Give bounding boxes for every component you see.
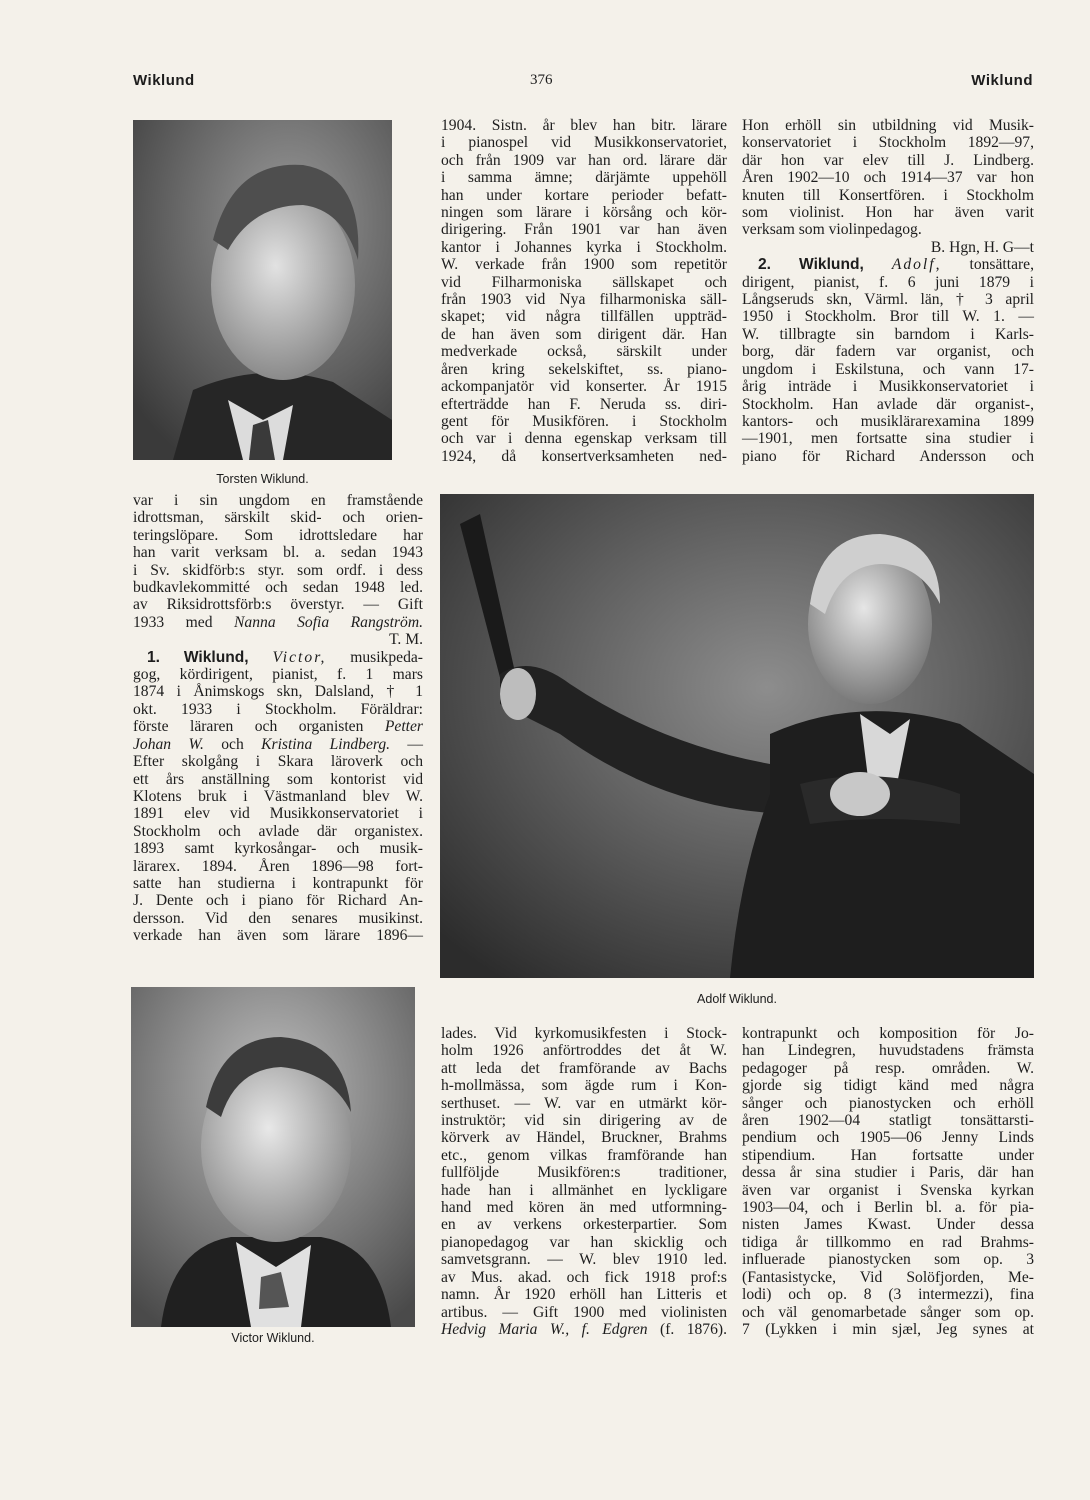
entry-surname: Wiklund, [183, 648, 249, 666]
text-line: nisten James Kwast. Under dessa [742, 1216, 1034, 1234]
spouse-name: Nanna Sofia Rangström. [234, 613, 423, 631]
column-3-top [742, 117, 1034, 465]
text-line: åren 1902—04 statligt tonsättarsti- [742, 1112, 1034, 1130]
text-line: influerade pianostycken som op. 3 [742, 1251, 1034, 1269]
text-line: han varit verksam bl. a. sedan 1943 [133, 544, 423, 562]
text-line: borg, där fadern var organist, och [742, 343, 1034, 361]
entry-surname: Wiklund, [799, 256, 864, 274]
text-line: ackompanjatör vid konserter. År 1915 [441, 378, 727, 396]
entry-role: musikpeda- [350, 648, 423, 666]
entry-heading-victor [133, 649, 423, 666]
text-line: fullföljde Musikfören:s traditioner, [441, 1164, 727, 1182]
text-line: av Riksidrottsförb:s överstyr. — Gift [133, 596, 423, 614]
text-line: gog, kördirigent, pianist, f. 1 mars [133, 666, 423, 684]
text-line: 1903—04, och i Berlin bl. a. för pia- [742, 1199, 1034, 1217]
text-line: h-mollmässa, som ägde rum i Kon- [441, 1077, 727, 1095]
text-line: satte han studierna i kontrapunkt för [133, 874, 423, 892]
text-line: samvetsgrann. — W. blev 1910 led. [441, 1251, 727, 1269]
text-line: kantors- och musiklärarexamina 1899 [742, 412, 1034, 430]
text-line: hade han i allmänhet en lyckligare [441, 1181, 727, 1199]
spouse-years: (f. 1876). [660, 1320, 727, 1338]
text-line: Stockholm. Han avlade där organist-, [742, 395, 1034, 413]
entry-heading-adolf [742, 256, 1034, 273]
parents-dash: — [407, 735, 424, 753]
text-line: gent för Musikfören. i Stockholm [441, 412, 727, 430]
column-3-bottom [742, 1025, 1034, 1338]
text-line: verksam som violinpedagog. [742, 221, 922, 239]
text-line: en av verkens orkesterpartier. Som [441, 1216, 727, 1234]
spouse-name: Hedvig Maria W., f. Edgren [441, 1320, 648, 1338]
torsten-portrait-photo [133, 120, 392, 460]
spouse-line [441, 1321, 727, 1338]
entry-number: 1. [147, 648, 161, 666]
text-line: han under kortare perioder befatt- [441, 186, 727, 204]
text-line: Efter skolgång i Skara läroverk och [133, 753, 423, 771]
text-line: J. Dente och i piano för Richard An- [133, 892, 423, 910]
entry-given-name: Victor, [272, 648, 327, 666]
text-line: kantor i Johannes kyrka i Stockholm. [441, 238, 727, 256]
text-line: budkavlekommitté och sedan 1948 led. [133, 579, 423, 597]
text-line: 7 (Lykken i min sjæl, Jeg synes at [742, 1320, 1034, 1338]
text-line: 1891 elev vid Musikkonservatoriet i [133, 805, 423, 823]
text-line: serthuset. — W. var en utmärkt kör- [441, 1094, 727, 1112]
text-line: i Sv. skidförb:s styr. som ordf. i dess [133, 561, 423, 579]
father-name-part2: Johan W. [133, 735, 204, 753]
text-line: (Fantasistycke, Vid Solöfjorden, Me- [742, 1268, 1034, 1286]
text-line: där hon var elev till J. Lindberg. [742, 151, 1034, 169]
text-line: skapet; vid några tillfällen uppträd- [441, 308, 727, 326]
text-line: efterträdde han F. Neruda ss. diri- [441, 395, 727, 413]
running-header [0, 72, 1090, 96]
text-line: knuten till Konsertfören. i Stockholm [742, 186, 1034, 204]
page-number: 376 [530, 72, 553, 88]
text-line: åren kring sekelskiftet, ss. piano- [441, 360, 727, 378]
text-line: okt. 1933 i Stockholm. Föräldrar: [133, 700, 423, 718]
text-line: sånger och pianostycken och erhöll [742, 1094, 1034, 1112]
column-2-top [441, 117, 727, 465]
text-line: idrottsman, särskilt skid- och orien- [133, 509, 423, 527]
text-line: 1924, då konsertverksamheten ned- [441, 447, 727, 465]
text-line: ungdom i Eskilstuna, och vann 17- [742, 360, 1034, 378]
parents-and: och [221, 735, 244, 753]
text-line: ningen som lärare i körsång och kör- [441, 204, 727, 222]
text-line: dersson. Vid den senares musikinst. [133, 909, 423, 927]
text-line: kontrapunkt och komposition för Jo- [742, 1025, 1034, 1042]
text-line: tidiga år tillkommo en rad Brahms- [742, 1233, 1034, 1251]
text-line: och från 1909 var han ord. lärare där [441, 151, 727, 169]
text-line: etc., genom vilkas framförande han [441, 1146, 727, 1164]
marriage-prefix: 1933 med [133, 613, 213, 631]
author-signature: B. Hgn, H. G—t [930, 238, 1034, 256]
text-line: Klotens bruk i Västmanland blev W. [133, 787, 423, 805]
entry-given-name: Adolf, [891, 256, 942, 274]
adolf-caption: Adolf Wiklund. [697, 992, 777, 1006]
text-line: 1950 i Stockholm. Bror till W. 1. — [742, 308, 1034, 326]
text-line: Långseruds skn, Värml. län, † 3 april [742, 291, 1034, 309]
text-line: stipendium. Han fortsatte under [742, 1146, 1034, 1164]
text-line: i samma ämne; därjämte uppehöll [441, 169, 727, 187]
text-line: W. tillbragte sin barndom i Karls- [742, 325, 1034, 343]
header-right-name: Wiklund [971, 72, 1033, 89]
text-line: dirigent, pianist, f. 6 juni 1879 i [742, 273, 1034, 291]
text-line: holm 1926 anförtroddes det åt W. [441, 1042, 727, 1060]
text-line: Stockholm och avlade där organistex. [133, 822, 423, 840]
parents-line-2 [133, 736, 423, 753]
text-line: de han även som dirigent där. Han [441, 325, 727, 343]
parents-prefix: förste läraren och organisten [133, 718, 364, 736]
text-line: lodi) och op. 8 (3 intermezzi), fina [742, 1286, 1034, 1304]
text-line: medverkade också, särskilt under [441, 343, 727, 361]
text-line: dessa år sina studier i Paris, där han [742, 1164, 1034, 1182]
text-line: W. verkade från 1900 som repetitör [441, 256, 727, 274]
victor-caption: Victor Wiklund. [231, 1331, 315, 1345]
torsten-caption: Torsten Wiklund. [216, 472, 309, 486]
victor-portrait-photo [131, 987, 415, 1327]
column-1-middle [133, 492, 423, 945]
text-line: dirigering. Från 1901 var han även [441, 221, 727, 239]
text-line: instruktör; vid sin dirigering av de [441, 1112, 727, 1130]
text-line: och var i denna egenskap verksam till [441, 430, 727, 448]
text-line: piano för Richard Andersson och [742, 447, 1034, 465]
text-line: som violinist. Hon har även varit [742, 204, 1034, 222]
mother-name: Kristina Lindberg. [261, 735, 391, 753]
text-line: namn. År 1920 erhöll han Litteris et [441, 1286, 727, 1304]
text-line: 1904. Sistn. år blev han bitr. lärare [441, 117, 727, 134]
torsten-portrait-image [133, 120, 392, 460]
text-line: 1874 i Ånimskogs skn, Dalsland, † 1 [133, 683, 423, 701]
text-line: från 1903 vid Nya filharmoniska säll- [441, 291, 727, 309]
text-line: att leda det framförande av Bachs [441, 1059, 727, 1077]
adolf-conductor-image [440, 494, 1034, 978]
text-line: Hon erhöll sin utbildning vid Musik- [742, 117, 1034, 134]
text-line: årig inträde i Musikkonservatoriet i [742, 378, 1034, 396]
father-name-part1: Petter [384, 718, 423, 736]
text-line: —1901, men fortsatte sina studier i [742, 430, 1034, 448]
text-line: var i sin ungdom en framstående [133, 492, 423, 509]
text-line: ett års anställning som kontorist vid [133, 770, 423, 788]
text-line: lärarex. 1894. Åren 1896—98 fort- [133, 857, 423, 875]
text-line: pianopedagog var han skicklig och [441, 1233, 727, 1251]
text-line: verkade han även som lärare 1896— [133, 927, 423, 945]
text-line: konservatoriet i Stockholm 1892—97, [742, 134, 1034, 152]
column-2-bottom [441, 1025, 727, 1338]
text-line: och väl genomarbetade sånger som op. [742, 1303, 1034, 1321]
text-line: Åren 1902—10 och 1914—37 var hon [742, 169, 1034, 187]
text-line: pedagoger på resp. områden. W. [742, 1059, 1034, 1077]
text-line: vid Filharmoniska sällskapet och [441, 273, 727, 291]
text-line: körverk av Händel, Bruckner, Brahms [441, 1129, 727, 1147]
entry-role: tonsättare, [969, 256, 1034, 274]
text-line: av Mus. akad. och fick 1918 prof:s [441, 1268, 727, 1286]
text-line: i pianospel vid Musikkonservatoriet, [441, 134, 727, 152]
text-line: hand med kören än med utformning- [441, 1199, 727, 1217]
parents-line [133, 718, 423, 735]
author-signature: T. M. [389, 631, 423, 649]
adolf-conductor-photo [440, 494, 1034, 978]
text-line: lades. Vid kyrkomusikfesten i Stock- [441, 1025, 727, 1042]
header-left-name: Wiklund [133, 72, 195, 89]
marriage-line [133, 614, 423, 631]
text-line: även var organist i Svenska kyrkan [742, 1181, 1034, 1199]
text-line: artibus. — Gift 1900 med violinisten [441, 1303, 727, 1321]
entry-number: 2. [758, 256, 772, 274]
text-line: pendium och 1905—06 Jenny Linds [742, 1129, 1034, 1147]
text-line: han Lindegren, huvudstadens främsta [742, 1042, 1034, 1060]
text-line: teringslöpare. Som idrottsledare har [133, 526, 423, 544]
text-line: 1893 samt kyrkosångar- och musik- [133, 840, 423, 858]
text-line: gjorde sig tidigt känd med några [742, 1077, 1034, 1095]
victor-portrait-image [131, 987, 415, 1327]
